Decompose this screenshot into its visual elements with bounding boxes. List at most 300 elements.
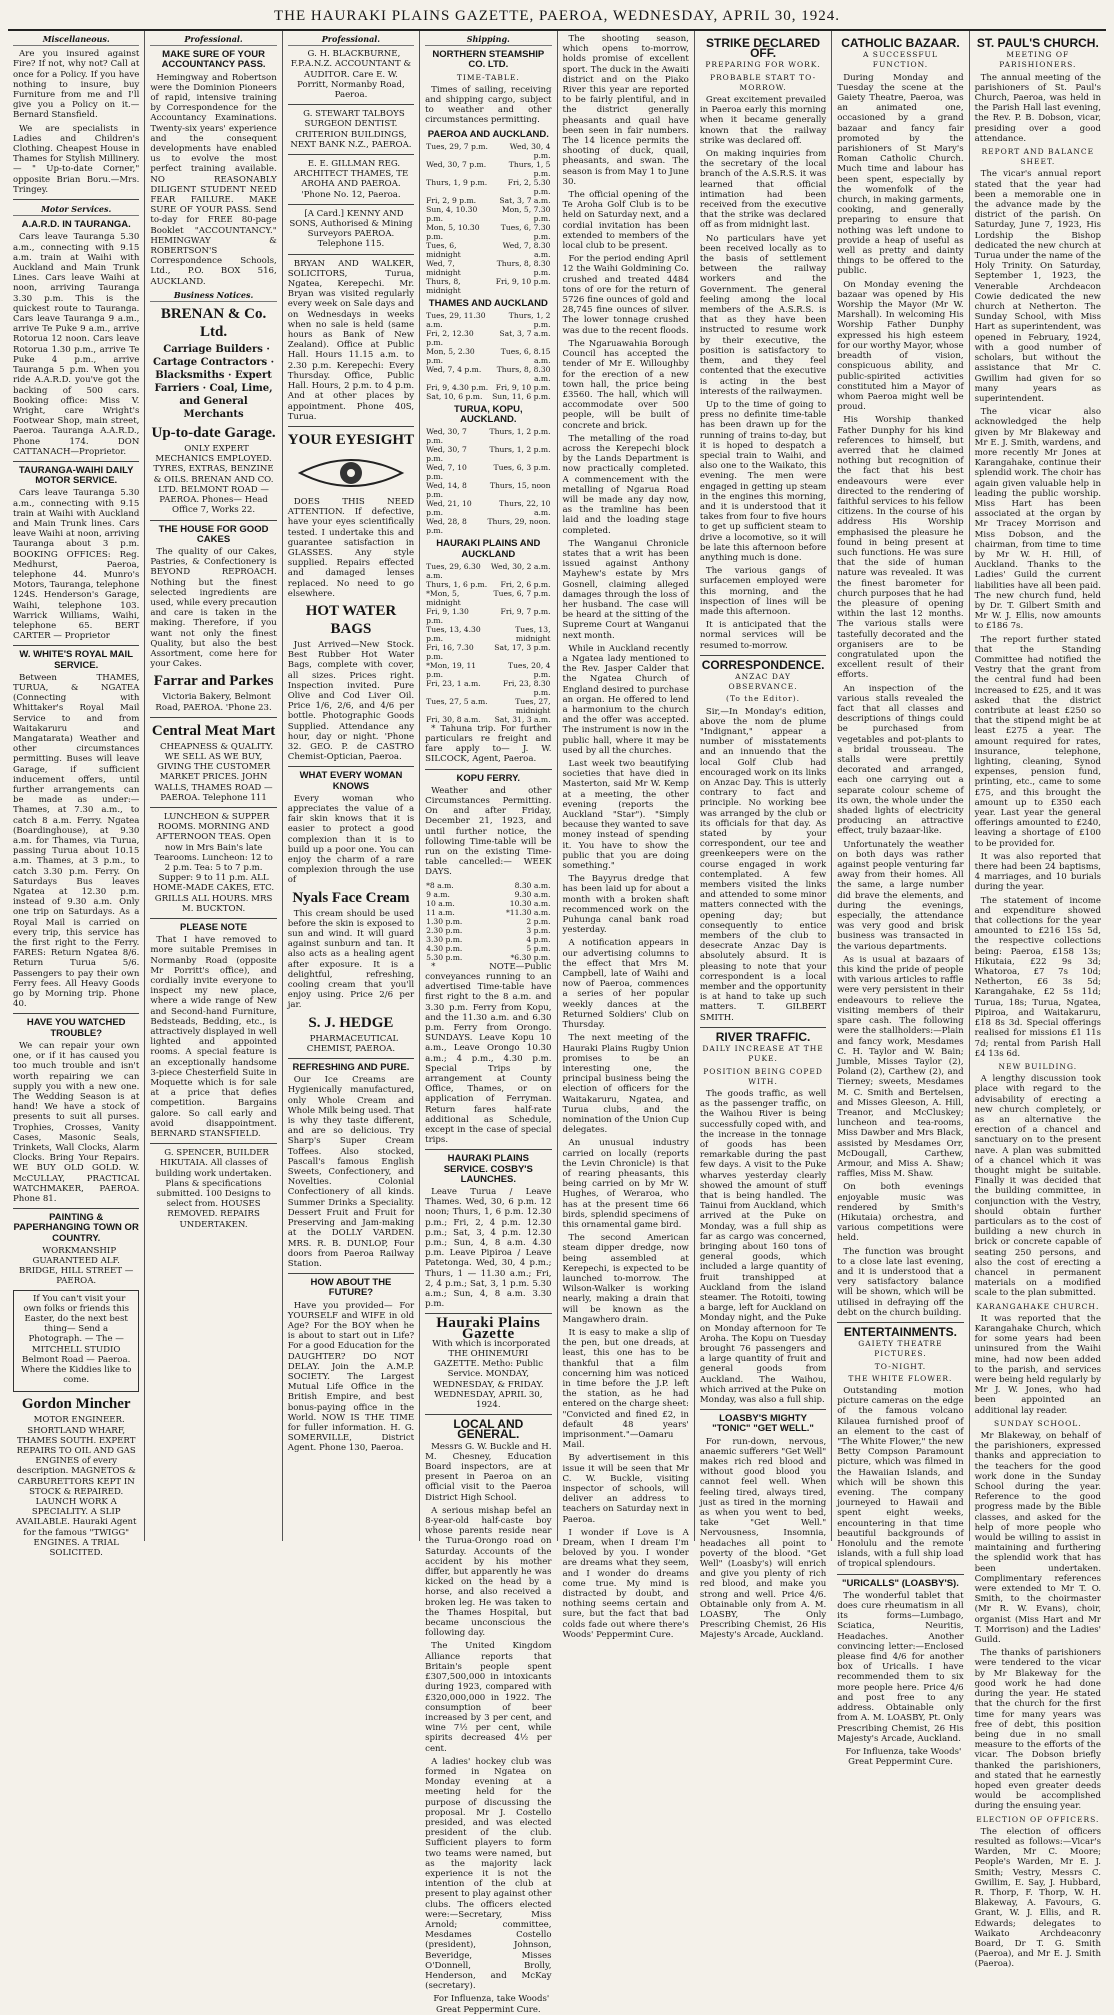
timetable-row bbox=[425, 926, 551, 935]
timetable-cell: Thurs, 22, 10 a.m. bbox=[499, 499, 551, 518]
timetable-cell: Thurs, 1, 2 p.m. bbox=[489, 427, 551, 437]
article-paragraph: It was also reported that there had been 24 baptisms, 4 marriages, and 10 burials during the year. bbox=[974, 851, 1101, 893]
timetable-cell: Thurs, 1, 2 p.m. bbox=[489, 445, 551, 455]
article-paragraph: The shooting season, which opens to-morrow, holds promise of excellent sport. The duck in the Awaiti district and on the Piako River this year are reported to be fairly plentiful, and in the district generally pheasants and quail have been seen in fair numbers. The 14 licence permits the shooting of duck, quail, pheasants, and swan. The season is from May 1 to June 30. bbox=[562, 34, 689, 187]
ad-body: For run-down, nervous, anaemic sufferers "Get Well" makes rich red blood and without good blood you cannot feel well. When feeling tired, always tired, just as tired in the morning as when you went to bed, take "Get Well." Nervousness, Insomnia, headaches all point to poverty of the blood. "Get Well" (Loasby's) will enrich and give you plenty of rich red blood, and make you strong and well. Price 4/6. Obtainable only from A. M. LOASBY, The Only Prescribing Chemist, 26 His Majesty's Arcade, Auckland. bbox=[699, 1436, 827, 1641]
timetable-cell: Fri, 2, 9 p.m. bbox=[426, 195, 477, 205]
timetable-row bbox=[425, 365, 551, 383]
timetable-row bbox=[425, 517, 551, 535]
ad-title: HAVE YOU WATCHED TROUBLE? bbox=[26, 1017, 126, 1039]
ad-title: S. J. HEDGE bbox=[308, 1014, 394, 1031]
ad-title: LOASBY'S MIGHTY "TONIC" "GET WELL." bbox=[712, 1413, 814, 1435]
gazette-subtitle: With which is incorporated THE OHINEMURI GAZETTE. Metho: Public Service. MONDAY, WEDNESDAY, & FRIDAY. WEDNESDAY, APRIL 30, 1924. bbox=[432, 1338, 551, 1411]
timetable-row bbox=[425, 329, 551, 347]
masthead: THE HAURAKI PLAINS GAZETTE, PAEROA, WEDNESDAY, APRIL 30, 1924. bbox=[8, 6, 1106, 31]
timetable-row bbox=[425, 944, 551, 953]
article-paragraph: The metalling of the road across the Kerepechi block by the Lands Department is now practically completed. A commencement with the metalling of Ngarua Road will be made any day now, as the tramline has been laid and the loading stage completed. bbox=[562, 433, 689, 536]
ad-title: "URICALLS" (LOASBY'S). bbox=[842, 1577, 959, 1589]
article-paragraph: Outstanding motion picture cameras on the edge of the famous volcano Kilauea furnished proof of an element to the cast of "The White Flower," the new Betty Compson Paramount picture, which was filmed in the Hawaiian Islands, and which will be shown this evening. The company journeyed to Hawaii and spent eight weeks, encountering in that time beautiful backgrounds of Honolulu and the remote islands, with a full ship load of tropical splendours. bbox=[837, 1386, 964, 1570]
timetable-cell: Tues, 6, 7 p.m. bbox=[493, 588, 551, 598]
timetable-title: HAURAKI PLAINS AND AUCKLAND bbox=[436, 538, 541, 560]
timetable-cell: Tues, 13, midnight bbox=[515, 624, 551, 643]
ad-title: PAINTING & PAPERHANGING TOWN OR COUNTRY. bbox=[13, 1212, 139, 1244]
ad-title: MAKE SURE OF YOUR ACCOUNTANCY PASS. bbox=[161, 49, 266, 71]
timetable-cell: Wed, 7, midnight bbox=[426, 258, 461, 277]
timetable-cell: Thurs, 1, 9 p.m. bbox=[426, 177, 488, 187]
timetable-row bbox=[425, 589, 551, 607]
timetable-cell: Sat, 3, 7 a.m. bbox=[499, 329, 551, 339]
timetable-cell: 11 a.m. bbox=[426, 907, 455, 917]
ad-box bbox=[13, 1290, 139, 1393]
ad-title: Central Meat Mart bbox=[151, 722, 276, 739]
ad-body: * Tahuna trip. For further particulars re freight and fare apply to— J. W. SILCOCK, Agent, Paeroa. bbox=[425, 723, 552, 765]
ad-title: Nyals Face Cream bbox=[292, 889, 410, 906]
divider bbox=[13, 645, 139, 646]
article-paragraph: During Monday and Tuesday the scene at the Gaiety Theatre, Paeroa, was an animated one, occasioned by a grand bazaar and fancy fair promoted by the parishioners of St Mary's Roman Catholic Church. Much time and labour has been spent, especially by the womenfolk of the church, in making garments, cooking, and generally preparing to ensure that nothing was left undone to provide a heap of useful as well as pretty and dainty things to be offered to the public. bbox=[837, 72, 964, 277]
timetable-cell: Tues, 29, 11.30 a.m. bbox=[426, 311, 486, 330]
timetable-cell: Wed, 7, 4 p.m. bbox=[426, 365, 482, 375]
divider bbox=[13, 199, 139, 200]
timetable-cell: Thurs, 8, 8.30 a.m. bbox=[496, 365, 551, 384]
article-paragraph: By advertisement in this issue it will be seen that Mr C. W. Buckle, visiting inspector of schools, will deliver an address to teachers on Saturday next in Paeroa. bbox=[562, 1453, 689, 1525]
ad-body: Every woman who appreciates the value of a fair skin knows that it is easier to protect a good complexion than it is to build up a poor one. You can enjoy the charm of a rare complexion through the use of bbox=[287, 793, 415, 886]
timetable-row bbox=[425, 223, 551, 241]
ad-body: Victoria Bakery, Belmont Road, PAEROA. 'Phone 23. bbox=[155, 692, 272, 713]
timetable-cell: Fri, 23, 8.30 p.m. bbox=[502, 678, 551, 697]
article-paragraph: On both evenings enjoyable music was rendered by Smith's (Hikutaia) orchestra, and various competitions were held. bbox=[837, 1182, 964, 1244]
timetable-cell: Sat, 17, 3 p.m. bbox=[494, 642, 551, 652]
ad-body: G. H. BLACKBURNE, F.P.A.N.Z. ACCOUNTANT & AUDITOR. Care E. W. Porritt, Normanby Road, Paeroa. bbox=[290, 49, 412, 101]
timetable-cell: 3.30 p.m. bbox=[426, 934, 463, 944]
divider bbox=[288, 104, 414, 105]
timetable-cell: Wed, 7, 10 p.m. bbox=[426, 463, 467, 482]
divider bbox=[288, 254, 414, 255]
ad-subtitle: TIME-TABLE. bbox=[456, 72, 520, 82]
ad-body: WORKMANSHIP GUARANTEED ALF. BRIDGE, HILL STREET — PAEROA. bbox=[18, 1245, 134, 1287]
ad-body: * NOTE—Public conveyances running to an advertised Time-table have first right to the 8 a.m. and 3.30 p.m. Ferry from Kopu, and the 11.30 a.m. and 6.30 p.m. Ferry from Orongo. SUNDAYS. Leave Kopu 10 a.m., Leave Orongo 10.30 a.m.; 4 p.m., 4.30 p.m. Special Trips by arrangement at County Office, Thames, or on application of Ferryman. Return fares half-rate additional as Schedule, except in the case of special trips. bbox=[425, 961, 552, 1146]
timetable-row bbox=[425, 499, 551, 517]
timetable-row bbox=[425, 715, 551, 724]
article-paragraph: The report further stated that the Standing Committee had notified the Vestry that the grant from the central fund had been increased to £25, and it was asked that the district contribute at least £250 so that the stipend might be at least £275 a year. The amount required for rates, insurance, telephone, lighting, cleaning, Synod expenses, pension fund, printing, etc., came to some £75, and this brought the amount up to £350 each year. Last year the general offerings amounted to £240, leaving a shortage of £100 to be provided for. bbox=[974, 634, 1101, 849]
timetable-row bbox=[425, 481, 551, 499]
divider bbox=[425, 1149, 551, 1150]
timetable-cell: Fri, 9, 10 p.m. bbox=[495, 383, 551, 393]
ad-title: Gordon Mincher bbox=[21, 1396, 131, 1413]
ad-clothing: We are specialists in Ladies and Children's Clothing. Cheapest House in Thames for Stylish Millinery. — " Up-to-date Corner," opposite Brian Boru.—Mrs. Tringey. bbox=[13, 123, 140, 195]
article-paragraph: A notification appears in our advertising columns to the effect that Mrs M. Campbell, late of Waihi and now of Paeroa, commences a series of her popular weekly dances at the Returned Soldiers' Club on Thursday. bbox=[562, 938, 689, 1031]
ad-body: BRYAN AND WALKER, SOLICITORS, Turua, Ngatea, Kerepechi. Mr. Bryan was visited regularly every week on Sale days and on Wednesdays in weeks when no sale is held (same hours as Bank of New Zealand). Office at Public Hall. Hours 11.15 a.m. to 2.30 p.m. Kerepechi: Every Thursday. Office, Public Hall. Hours, 2 p.m. to 4 p.m. And at other places by appointment. Phone 40S, Turua. bbox=[287, 258, 415, 422]
article-paragraph: It was reported that the Karangahake Church, which for some years had been uninsured from the Waihi mine, had now been added to the parish, and services were being held regularly by Mr J. W. Jones, who had been appointed an additional lay reader. bbox=[974, 1313, 1101, 1416]
timetable-row bbox=[425, 625, 551, 643]
timetable-row bbox=[425, 427, 551, 445]
timetable-cell: Tues, 6, midnight bbox=[426, 240, 461, 259]
timetable-cell: Fri, 2, 5.30 p.m. bbox=[507, 177, 551, 196]
timetable-cell: Fri, 23, 1 a.m. bbox=[426, 678, 481, 688]
article-subheading: MEETING OF PARISHIONERS. bbox=[999, 50, 1077, 70]
divider bbox=[288, 1058, 414, 1059]
ad-body: Leave Turua / Leave Thames. Wed, 30, 6 p.m. 12 noon; Thurs, 1, 6 p.m. 12.30 p.m.; Fri, 2, 4 p.m. 12.30 p.m.; Sat, 3, 4 p.m. 12.30 p.m.; Sun, 4, 8 a.m. 4.30 p.m. Leave Pipiroa / Leave Patetonga. Wed, 30, 4 p.m.; Thurs, 1 — 11.30 a.m.; Fri, 2, 4 p.m.; Sat, 3, 1 p.m. 5.30 a.m.; Sun, 4, 8 a.m. 3.30 p.m. bbox=[425, 1186, 552, 1310]
divider bbox=[700, 1027, 826, 1028]
ad-title: PLEASE NOTE bbox=[180, 922, 248, 933]
section-heading: Miscellaneous. bbox=[13, 34, 139, 46]
article-paragraph: The thanks of parishioners were tendered to the vicar by Mr Blakeway for the good work he had done during the year. He stated that the church for the first time for many years was free of debt, this position being due in no small measure to the efforts of the vicar. The Dobson briefly thanked the parishioners, and stated that he earnestly hoped even greater deeds would be accomplished during the ensuing year. bbox=[974, 1648, 1101, 1812]
column-1 bbox=[8, 31, 145, 1559]
timetable bbox=[425, 881, 551, 962]
timetable-title: PAEROA AND AUCKLAND. bbox=[427, 128, 549, 140]
ad-body: If You can't visit your own folks or friends this Easter, do the next best thing— Send a Photograph. — The — MITCHELL STUDIO Belmont Road — Paeroa. Where the Kiddies like to come. bbox=[20, 1293, 132, 1386]
timetable-row bbox=[425, 908, 551, 917]
timetable-cell: 10 a.m. bbox=[426, 898, 455, 908]
divider bbox=[13, 1208, 139, 1209]
timetable-cell: *11.30 a.m. bbox=[505, 907, 551, 917]
timetable-cell: Wed, 30, 4 p.m. bbox=[509, 141, 551, 160]
timetable-cell: Thurs, 8, midnight bbox=[426, 276, 461, 295]
ad-body: PHARMACEUTICAL CHEMIST, PAEROA. bbox=[306, 1033, 399, 1054]
ad-title: Farrar and Parkes bbox=[153, 673, 274, 690]
ad-body: CHEAPNESS & QUALITY. WE SELL AS WE BUY, GIVING THE CUSTOMER MARKET PRICES. JOHN WALLS, THAMES ROAD — PAEROA. Telephone 111 bbox=[154, 741, 274, 803]
timetable-row bbox=[425, 607, 551, 625]
ad-body: Our Ice Creams are Hygienically manufactured, only Whole Cream and Whole Milk being used. That is why they taste different, and are so delicious. Try Sharp's Super Cream Toffees. Also stocked, Pascall's famous English Sweets, Confectionery, and Novelties. Colonial Confectionery of all kinds. Summer Drinks a Speciality. Dessert Fruit and Fruit for Preserving and Jam-making at the DOLLY VARDEN. MRS. R. B. DUNLOP, Four doors from Paeroa Railway Station. bbox=[287, 1075, 415, 1269]
article-paragraph: The United Kingdom Alliance reports that Britain's people spent £307,500,000 in intoxicants during 1923, compared with £320,000,000 in 1922. The consumption of beer increased by 3 per cent, and wine 7½ per cent, while spirits decreased 4½ per cent. bbox=[425, 1641, 552, 1754]
timetable-cell: Thurs, 8, 8.30 p.m. bbox=[496, 258, 551, 277]
gazette-nameplate: Hauraki Plains Gazette bbox=[436, 1315, 541, 1342]
timetable-cell: 1.30 p.m. bbox=[426, 916, 463, 926]
divider bbox=[837, 1322, 963, 1323]
timetable-cell: Mon, 5, 2.30 p.m. bbox=[426, 347, 475, 366]
ad-body: We can repair your own one, or if it has caused you too much trouble and isn't worth repairing we can supply you with a new one. The Wedding Season is at hand! We have a stock of presents to suit all purses. Trophies, Crosses, Vanity Cases, Masonic Seals, Trinkets, Wall Clocks, Alarm Clocks. Bring Your Repairs. WE BUY OLD GOLD. W. McCULLAY, PRACTICAL WATCHMAKER, PAEROA. Phone 81. bbox=[13, 1040, 140, 1204]
divider bbox=[150, 717, 276, 718]
timetable-row bbox=[425, 259, 551, 277]
timetable-cell: Tues, 29, 7 p.m. bbox=[426, 141, 488, 151]
section-heading: Professional. bbox=[150, 34, 276, 46]
timetable-cell: Thurs, 1, 6 p.m. bbox=[426, 579, 488, 589]
eye-icon bbox=[296, 453, 406, 493]
divider bbox=[700, 1409, 826, 1410]
timetable-cell: *Mon, 5, midnight bbox=[426, 588, 461, 607]
ad-body: For Influenza, take Woods' Great Peppermint Cure. bbox=[433, 1994, 550, 2015]
article-subheading: THE WHITE FLOWER. bbox=[848, 1373, 953, 1383]
divider bbox=[150, 918, 276, 919]
article-paragraph: His Worship thanked Father Dunphy for his kind references to himself, but averred that he claimed nothing but recognition of the fact that his best endeavours were ever directed to the rendering of faithful services to his fellow citizens. In the course of his address His Worship emphasised the pleasure he found in being present at such functions. He was sure that the side of human nature was revealed. It was the finest barometer for church purposes that he had the pleasure of opening within the last 12 months. The various stalls were tastefully decorated and the organisers are to be congratulated upon the excellent result of their efforts. bbox=[837, 415, 964, 681]
timetable-cell: Tues, 6, 3 p.m. bbox=[493, 463, 551, 473]
timetable-cell: Fri, 2, 6 p.m. bbox=[500, 579, 551, 589]
article-paragraph: An unusual industry carried on locally (reports the Levin Chronicle) is that of rearing pheasants, this being carried on by Mr W. Hughes, of Weraroa, who has at the present time 66 birds, splendid specimens of this ornamental game bird. bbox=[562, 1138, 689, 1230]
article-heading: RIVER TRAFFIC. bbox=[715, 1029, 811, 1044]
ad-body: Cars leave Tauranga 5.30 a.m., connecting with 9.15 a.m. train at Waihi with Auckland and Main Trunk Lines. Cars leave Waihi at noon, arriving Tauranga 3.30 p.m. This is the quickest route to Tauranga. Cars leave Tauranga 9 a.m., arrive Te Puke 9 a.m., arrive Rotorua 12 noon. Cars leave Rotorua 1.30 p.m., arrive Te Puke 4 p.m., arrive Tauranga 5 p.m. When you ride A.A.R.D. you've got the backing of 500 cars. Booking office: Miss V. Wright, care Wright's Footwear Shop, main street, Paeroa. Tauranga A.A.R.D., Phone 174. DON CATTANACH—Proprietor. bbox=[13, 232, 140, 457]
ad-title: HOT WATER BAGS bbox=[305, 602, 397, 637]
timetable-cell: Wed, 7, 8.30 a.m. bbox=[502, 240, 551, 259]
ad-body: Between THAMES, TURUA, & NGATEA (Connecting with Whittaker's Royal Mail Service to and from Waitakaruru and Mangatarata) Weather and other circumstances permitting. Buses will leave Garage, if sufficient inducement offers, until further arrangements can be made as under:— Thames, at 7.30 a.m., to catch 8 a.m. Ferry. Ngatea (Boardinghouse), at 9.30 a.m. for Thames, via Turua, passing Turua about 10.15 a.m. Thames, at 3 p.m., to catch 3.30 p.m. Ferry. On Saturdays Bus leaves Ngatea at 12.30 p.m. instead of 9.30 a.m. Only one trip on Saturdays. As a Royal Mail is carried on every trip, this service has the first right to the Ferry. FARES: Return Ngatea 8/6. Return Turua 5/6. Passengers to pay their own Ferry fees. All Heavy Goods go by Morning trip. Phone 40. bbox=[13, 672, 140, 1010]
ad-title: THE HOUSE FOR GOOD CAKES bbox=[158, 523, 269, 545]
timetable-cell: 4.30 p.m. bbox=[426, 943, 463, 953]
timetable-cell: Fri, 2, 12.30 p.m. bbox=[426, 329, 474, 348]
timetable-row bbox=[425, 935, 551, 944]
ad-body: Just Arrived—New Stock. Best Rubber Hot Water Bags, complete with cover, all sizes. Prices right. Inspection invited. Pure Olive and Cod Liver Oil. Price 1/6, 2/6, and 4/6 per bottle. Photographic Goods Supplied. Attendance any hour, day or night. 'Phone 32. GEO. P. de CASTRO Chemist-Optician, Paeroa. bbox=[287, 639, 415, 763]
ad-body: E. E. GILLMAN REG. ARCHITECT THAMES, TE AROHA AND PAEROA. 'Phone No. 12, Paeroa. bbox=[293, 159, 409, 200]
timetable-cell: Wed, 21, 10 p.m. bbox=[426, 499, 472, 518]
article-subheading: ANZAC DAY OBSERVANCE. bbox=[728, 671, 798, 692]
article-paragraph: As is usual at bazaars of this kind the pride of people with various articles to raffle were very persistent in their endeavours to relieve the visiting members of their spare cash. The following were the stallholders:—Plain and fancy work, Mesdames C. H. Taylor and W. Bain; Jumble, Misses Taylor (2), Poland (2), Carthew (2), and Tierney; sweets, Mesdames M. C. Smith and Bertelsen, and Misses Gleeson, A. Hill, Treanor, and McCluskey; luncheon and tea-rooms, Miss Dawber and Mrs Black, assisted by Mesdames Orr, McDougall, Carthew, Armour, and Miss A. Shaw; raffles, Miss M. Shaw. bbox=[837, 954, 964, 1180]
ad-title: HOW ABOUT THE FUTURE? bbox=[310, 1277, 392, 1299]
article-paragraph: While in Auckland recently a Ngatea lady mentioned to the Rev. Jasper Calder that the Ngatea Church of England desired to purchase an organ. He offered to lend a harmonium to the church and the offer was accepted. The instrument is now in the public hall, where it may be used by all the churches. bbox=[562, 643, 689, 756]
timetable bbox=[425, 142, 551, 295]
timetable-cell: 3 p.m. bbox=[526, 925, 551, 935]
timetable-row bbox=[425, 383, 551, 392]
timetable-cell: 9 a.m. bbox=[426, 889, 450, 899]
timetable-cell: Tues, 29, 6.30 a.m. bbox=[426, 561, 481, 580]
timetable-cell: Sat, 10, 6 p.m. bbox=[426, 392, 483, 402]
article-paragraph: The next meeting of the Hauraki Plains Rugby Union promises to be an interesting one, the principal business being the election of officers for the Waitakaruru, Ngatea, and Turua clubs, and the nomination of the Union Cup delegates. bbox=[562, 1033, 689, 1136]
timetable-cell: Fri, 30, 8 a.m. bbox=[426, 714, 481, 724]
timetable-cell: *Mon, 19, 11 p.m. bbox=[426, 660, 477, 679]
timetable-title: TURUA, KOPU, AUCKLAND. bbox=[454, 404, 523, 426]
timetable-cell: Tues, 6, 7.30 p.m. bbox=[500, 222, 551, 241]
ad-body: Carriage Builders · Cartage Contractors · Blacksmiths · Expert Farriers · Coal, Lime, and General Merchants bbox=[152, 344, 275, 421]
ad-body: Weather and other Circumstances Permitting. On and after Friday, December 21, 1923, and until further notice, the following Time-table will be run on the existing Time-table cancelled:— WEEK DAYS. bbox=[425, 785, 552, 878]
timetable bbox=[425, 562, 551, 724]
article-subheading: ELECTION OF OFFICERS. bbox=[976, 1814, 1100, 1824]
divider bbox=[150, 1143, 276, 1144]
timetable-row bbox=[425, 178, 551, 196]
ad-title: HAURAKI PLAINS SERVICE. COSBY'S LAUNCHES. bbox=[443, 1153, 533, 1185]
ad-body: For Influenza, take Woods' Great Peppermint Cure. bbox=[845, 1746, 962, 1768]
divider bbox=[150, 807, 276, 808]
timetable-cell: Mon, 5, 7.30 p.m. bbox=[501, 204, 551, 223]
section-heading: Motor Services. bbox=[13, 204, 139, 216]
timetable bbox=[425, 427, 551, 535]
divider bbox=[150, 520, 276, 521]
article-heading: CORRESPONDENCE. bbox=[701, 657, 825, 672]
timetable-cell: 10.30 a.m. bbox=[509, 898, 551, 908]
ad-body: MOTOR ENGINEER. SHORTLAND WHARF, THAMES SOUTH. EXPERT REPAIRS TO OIL AND GAS ENGINES of every description. MAGNETOS & CARBURETTORS KEPT IN STOCK & REPAIRED. LAUNCH WORK A SPECIALITY. A SLIP AVAILABLE. Hauraki Agent for the famous "TWIGG" ENGINES. A TRIAL SOLICITED. bbox=[15, 1415, 137, 1559]
section-heading: Shipping. bbox=[425, 34, 551, 46]
divider bbox=[288, 766, 414, 767]
timetable-row bbox=[425, 196, 551, 205]
section-heading: Professional. bbox=[288, 34, 414, 46]
timetable-cell: Wed, 30, 7 p.m. bbox=[426, 159, 487, 169]
timetable-row bbox=[425, 205, 551, 223]
timetable-row bbox=[425, 899, 551, 908]
timetable-row bbox=[425, 347, 551, 365]
article-paragraph: Sir,—In Monday's edition, above the nom de plume "Indignant," appear a number of misstatements and an innuendo that the local Golf Club had encouraged work on its links on Anzac Day. This is utterly contrary to fact and principle. No working bee was arranged by the club or its officials for that day. As stated by your correspondent, our tee and greenkeepers were on the course engaged in work contemplated. A few members visited the links and attended to some minor matters connected with the opening day; but consequently to entice members of the club to desecrate Anzac Day is absolutely absurd. It is pleasing to note that your correspondent is a local member and the opportunity is at hand to take up such matters. T. GILBERT SMITH. bbox=[699, 706, 827, 1023]
eye-illustration bbox=[288, 453, 414, 493]
article-paragraph: The various gangs of surfacemen employed were this morning, and the inspection of lines will be made this afternoon. bbox=[699, 566, 827, 617]
timetable-row bbox=[425, 392, 551, 401]
article-paragraph: Last week two beautifying societies that have died in Masterton, said Mr W. Kemp at a meeting, the other evening (reports the Auckland "Star"). "Simply because they wanted to save money instead of spending it. You have to show the public that you are doing something." bbox=[562, 759, 689, 872]
timetable-row bbox=[425, 697, 551, 715]
timetable-cell: 2.30 p.m. bbox=[426, 925, 463, 935]
ad-title: Up-to-date Garage. bbox=[151, 425, 276, 442]
ad-title: REFRESHING AND PURE. bbox=[292, 1062, 410, 1074]
section-heading: Business Notices. bbox=[150, 290, 276, 302]
divider bbox=[13, 461, 139, 462]
timetable-cell: Wed, 28, 8 p.m. bbox=[426, 517, 467, 536]
ad-body: Have you provided— For YOURSELF and WIFE in old Age? For the BOY when he is about to start out in Life? For a good Education for the DAUGHTER? DO NOT DELAY. Join the A.M.P. SOCIETY. The Largest Mutual Life Office in the British Empire, and best bonus-paying office in the World. NOW IS THE TIME for fuller information. H. G. SOMERVILLE, District Agent. Phone 130, Paeroa. bbox=[287, 1300, 415, 1454]
timetable-cell: Fri, 9, 7 p.m. bbox=[500, 606, 551, 616]
timetable-cell: Thurs, 15, noon bbox=[489, 481, 551, 491]
ad-body: That I have removed to more suitable Premises in Normanby Road (opposite Mr Porritt's office), and cordially invite everyone to inspect my new place, where a wide range of New and Second-hand Furniture, Bedsteads, Bedding, etc., is attractively displayed in well lighted and appointed rooms. A special feature is an exceptionally handsome 3-piece Chesterfield Suite in Moquette which is for sale at a price that defies competition. Bargains galore. So call early and avoid disappointment. BERNARD STANSFIELD. bbox=[150, 935, 277, 1140]
article-paragraph: Unfortunately the weather on both days was rather against people venturing far away from their homes. All the same, a large number did brave the elements, and during the evenings, especially, the attendance was very good and brisk business was transacted in the various departments. bbox=[837, 839, 964, 952]
timetable-cell: Tues, 20, 4 p.m. bbox=[508, 660, 551, 679]
timetable-cell: Sun, 11, 6 p.m. bbox=[492, 392, 551, 402]
column-5 bbox=[558, 31, 695, 1640]
column-3 bbox=[283, 31, 420, 1541]
timetable-row bbox=[425, 890, 551, 899]
article-paragraph: The vicar also acknowledged the help given by Mr Blakeway and Mr E. J. Smith, wardens, and more recently Mr Jones at Karangahake, continue their splendid work. The choir has again given valuable help in leading the public worship. Miss Hart has been associated at the organ by Mr Tracey Morrison and Miss Dobson, and the chairman, from time to time by Mr W. H. Hill, of Auckland. Thanks to the Ladies' Guild the current liabilities have all been paid. The new church fund, held by Dr. T. Gilbert Smith and Mr W. J. Ellis, now amounts to £186 7s. bbox=[974, 407, 1101, 632]
article-paragraph: The goods traffic, as well as the passenger traffic, on the Waihou River is being successfully coped with, and the increase in the tonnage of goods has been remarkable during the past few days. A visit to the Puke wharves yesterday clearly showed the amount of stuff that is being handled. The Tainui from Auckland, which arrived at the Puke on Monday, was a full ship as far as cargo was concerned, bringing about 160 tons of general goods, which included a large quantity of fruit transhipped at Auckland from the island steamer. The Rotoiti, towing a barge, left for Auckland on Monday night, and the Puke on Monday afternoon for Te Aroha. The Kopu on Tuesday brought 76 passengers and a large quantity of fruit and general goods from Auckland. The Waihou, which arrived at the Puke on Monday, was also a full ship. bbox=[699, 1088, 827, 1405]
ad-insurance: Are you insured against Fire? If not, why not? Call at once for a Policy. If you have nothing to insure, buy Furniture from me and I'll give you a Policy on it.—Bernard Stansfield. bbox=[13, 49, 140, 121]
timetable-cell: Mon, 5, 10.30 p.m. bbox=[426, 222, 480, 241]
ad-body: Cars leave Tauranga 5.30 a.m., connecting with 9.15 train at Waihi with Auckland and Main Trunk lines. Cars leave Waihi at noon, arriving Tauranga about 3 p.m. BOOKING OFFICES: Reg. Medhurst, Paeroa, telephone 44. Munro's Motors, Tauranga, telephone 124S. Henderson's Garage, Waihi, telephone 103. Warrick Williams, Waihi, telephone 65. BERT CARTER — Proprietor bbox=[13, 488, 140, 642]
article-paragraph: The Bayyrus dredge that has been laid up for about a month with a broken shaft recommenced work on the Puhunga canal bank road yesterday. bbox=[562, 874, 689, 936]
divider bbox=[700, 655, 826, 656]
ad-body: Hemingway and Robertson were the Dominion Pioneers of rapid, intensive training by Correspondence for the Accountancy Examinations. Twenty-six years' experience and the consequent developments have enabled us to evolve the most perfect training available. NO REASONABLY DILIGENT STUDENT NEED FEAR FAILURE. MAKE SURE OF YOUR PASS. Send to-day for FREE 80-page Booklet "ACCOUNTANCY." HEMINGWAY & ROBERTSON'S Correspondence Schools, Ltd., P.O. BOX 516, AUCKLAND. bbox=[150, 72, 277, 287]
timetable-cell: *8 a.m. bbox=[426, 880, 454, 890]
ad-body: The quality of our Cakes, Pastries, & Confectionery is BEYOND REPROACH. Nothing but the finest selected ingredients are used, while every precaution and care is taken in the making. Therefore, if you want not only the finest Quality, but also the best Assortment, come here for your Cakes. bbox=[150, 546, 277, 670]
ad-title: A.A.R.D. IN TAURANGA. bbox=[21, 219, 131, 231]
article-paragraph: The statement of income and expenditure showed that collections for the year amounted to £216 15s 5d, the respective collections being: Paeroa, £158 13s; Hikutaia, £22 9s 3d; Whatoroa, £7 7s 10d; Netherton, £6 3s 5d; Karangahake, £2 5s 11d; Turua, 18s; Turua, Ngatea, Pipiroa, and Waitakaruru, £18 8s 3d. Special offerings realised for missions £1 11s 7d; rental from Parish Hall £4 13s 6d. bbox=[974, 895, 1101, 1059]
ad-title: W. WHITE'S ROYAL MAIL SERVICE. bbox=[19, 649, 133, 671]
timetable-cell: Fri, 9, 1.30 p.m. bbox=[426, 606, 469, 625]
article-paragraph: An inspection of the various stalls revealed the fact that all classes and descriptions of things could be purchased from vegetables and pot-plants to a bridal trousseau. The stalls were prettily decorated and arranged, each one carrying out a separate colour scheme of its own, the whole under the shaded lights of electricity producing an attractive effect, truly bazaar-like. bbox=[837, 683, 964, 837]
article-paragraph: Great excitement prevailed in Paeroa early this morning when it became generally known that the railway strike was declared off. bbox=[699, 95, 827, 146]
timetable-cell: Tues, 6, 8.15 a.m. bbox=[500, 347, 551, 366]
article-subheading: GAIETY THEATRE PICTURES. bbox=[858, 1339, 943, 1359]
article-heading: CATHOLIC BAZAAR. bbox=[841, 36, 960, 50]
article-subheading: PREPARING FOR WORK. bbox=[705, 60, 821, 70]
timetable-row bbox=[425, 661, 551, 679]
article-heading: LOCAL AND GENERAL. bbox=[453, 1417, 524, 1442]
divider bbox=[425, 769, 551, 770]
column-2 bbox=[145, 31, 282, 1541]
timetable-cell: Sun, 4, 10.30 p.m. bbox=[426, 204, 478, 223]
article-paragraph: It is easy to make a slip of the pen, but one dreads, at least, this one has to be thankful that a film concerning him was noticed in time before the J.P. left the station, as he had entered on the charge sheet: "Convicted and fined £2, in default 48 years' imprisonment."—Oamaru Mail. bbox=[562, 1327, 689, 1451]
ad-body: DOES THIS NEED ATTENTION. If defective, have your eyes scientifically tested. I undertake this and guarantee satisfaction in GLASSES. Any style supplied. Repairs effected and damaged lenses replaced. No need to go elsewhere. bbox=[287, 496, 415, 599]
article-paragraph: The annual meeting of the parishioners of St. Paul's Church, Paeroa, was held in the Parish Hall last evening, the Rev. P. B. Dobson, vicar, presiding over a good attendance. bbox=[974, 72, 1101, 144]
divider bbox=[837, 1574, 963, 1575]
ad-body: Times of sailing, receiving and shipping cargo, subject to weather and other circumstances permitting. bbox=[425, 84, 552, 126]
article-paragraph: For the period ending April 12 the Waihi Goldmining Co. crushed and treated 4484 tons of ore for the return of 5726 fine ounces of gold and 28,745 fine ounces of silver. The lower tonnage crushed was due to the recent floods. bbox=[562, 254, 689, 336]
column-8 bbox=[970, 31, 1106, 1970]
timetable-cell: 5.30 p.m. bbox=[426, 952, 463, 962]
ad-body: ONLY EXPERT MECHANICS EMPLOYED. TYRES, EXTRAS, BENZINE & OILS. BRENAN AND CO. LTD. BELMONT ROAD — PAEROA. Phones— Head Office 7, Works 22. bbox=[153, 444, 274, 516]
timetable-title: THAMES AND AUCKLAND bbox=[428, 297, 548, 309]
article-paragraph: On making inquiries from the secretary of the local branch of the A.S.R.S. it was learned that official intimation had been received from the executive that the strike was declared off as from midnight last. bbox=[699, 149, 827, 231]
timetable-cell: Wed, 14, 8 p.m. bbox=[426, 481, 467, 500]
article-paragraph: Up to the time of going to press no definite time-table has been drawn up for the running of trains to-day, but it is hoped to despatch a special train to Waihi, and also one to the Waikato, this evening. The men were engaged in getting up steam in the engines this morning, and it is understood that it takes from four to five hours to get up sufficient steam to drive a locomotive, so it will be late this afternoon before anything much is done. bbox=[699, 399, 827, 563]
timetable-cell: *6.30 p.m. bbox=[510, 952, 551, 962]
timetable-row bbox=[425, 142, 551, 160]
timetable-cell: 2 p.m. bbox=[526, 916, 551, 926]
article-paragraph: On Monday evening the bazaar was opened by His Worship the Mayor (Mr W. Marshall). In welcoming His Worship Father Dunphy expressed his high esteem for our worthy Mayor, whose breadth of vision, conspicuous ability, and public-spirited activities constituted him a Mayor of whom Paeroa might well be proud. bbox=[837, 279, 964, 413]
ad-title: NORTHERN STEAMSHIP CO. LTD. bbox=[432, 49, 545, 71]
timetable-cell: Fri, 16, 7.30 p.m. bbox=[426, 642, 474, 661]
article-paragraph: The second American steam dipper dredge, now being assembled at Kerepechi, is expected to be launched to-morrow. The Wilson-Walker is working nearly, making a drain that will be known as the Mangawhero drain. bbox=[562, 1233, 689, 1325]
ad-title: WHAT EVERY WOMAN KNOWS bbox=[299, 770, 403, 792]
article-paragraph: A ladies' hockey club was formed in Ngatea on Monday evening at a meeting held for the purpose of discussing the proposal. Mr J. Costello presided, and was elected president of the club. Sufficient players to form two teams were named, but as the majority lack experience it is not the intention of the club at present to play against other clubs. The officers elected were:—Secretary, Miss Arnold; committee, Mesdames Costello (president), Johnson, Beveridge, Misses O'Donnell, Brolly, Henderson, and McKay (secretary). bbox=[425, 1756, 552, 1992]
article-paragraph: A serious mishap befel an 8-year-old half-caste boy whose parents reside near the Turua-Orongo road on Saturday. Accounts of the accident by his mother differ, but apparently he was kicked on the head by a horse, and also received a broken leg. He was taken to the Thames Hospital, but became unconscious the following day. bbox=[425, 1505, 552, 1639]
timetable-row bbox=[425, 445, 551, 463]
article-paragraph: No particulars have yet been received locally as to the basis of settlement between the railway workers and the Government. The general feeling among the local members of the A.S.R.S. is that as they have been instructed to resume work by their executive, the position is satisfactory to them, and they feel contented that the executive is acting in the best interests of the railwaymen. bbox=[699, 233, 827, 397]
ad-body: G. STEWART TALBOYS SURGEON DENTIST. CRITERION BUILDINGS, NEXT BANK N.Z., PAEROA. bbox=[290, 109, 412, 150]
article-paragraph: The official opening of the Te Aroha Golf Club is to be held on Saturday next, and a cordial invitation has been extended to members of the local club to be present. bbox=[562, 190, 689, 252]
article-subheading: NEW BUILDING. bbox=[998, 1061, 1078, 1071]
article-subheading: REPORT AND BALANCE SHEET. bbox=[981, 147, 1095, 167]
timetable-cell: Sat, 3, 7 a.m. bbox=[499, 195, 551, 205]
timetable-cell: 8.30 a.m. bbox=[514, 880, 551, 890]
timetable bbox=[425, 311, 551, 401]
article-subheading: SUNDAY SCHOOL. bbox=[994, 1418, 1082, 1428]
column-6 bbox=[695, 31, 832, 1641]
ad-title: KOPU FERRY. bbox=[456, 772, 521, 784]
article-subheading: PROBABLE START TO-MORROW. bbox=[709, 72, 817, 92]
article-paragraph: The election of officers resulted as follows:—Vicar's Warden, Mr C. Moore; People's Warden, Mr E. J. Smith; Vestry, Messrs C. Gwillim, E. Say, J. Hubbard, R. Thorp, F. Thorp, W. H. Blakeway, A. Favours, G. Grant, W. J. Ellis, and R. Edwards; delegates to Waikato Archdeaconry Board, Dr T. G. Smith (Paeroa), and Mr E. J. Smith (Paeroa). bbox=[974, 1826, 1101, 1970]
timetable-row bbox=[425, 241, 551, 259]
timetable-cell: Fri, 9, 10 p.m. bbox=[495, 276, 551, 286]
timetable-row bbox=[425, 643, 551, 661]
ad-body: [A Card.] KENNY AND SONS, Authorised & Mining Surveyors PAEROA. Telephone 115. bbox=[289, 208, 413, 250]
article-heading: ST. PAUL'S CHURCH. bbox=[976, 36, 1099, 50]
column-7 bbox=[832, 31, 969, 1768]
article-paragraph: I wonder if Love is A Dream, when I dream I'm beloved by you. I wonder are dreams what they seem, and I wonder do dreams come true. My mind is distracted by doubt, and nothing seems certain and sure, but the fact that bad colds fade out where there's Woods' Peppermint Cure. bbox=[562, 1527, 689, 1640]
article-paragraph: A lengthy discussion took place with regard to the advisability of erecting a new church completely, or as an alternative the erection of a chancel and sanctuary on to the present nave. A plan was submitted of a chancel which it was thought might be suitable. Finally it was decided that the building committee, in conjunction with the Vestry, should obtain further particulars as to the cost of building a new church in brick or concrete capable of seating 250 persons, and also the cost of erecting a chancel in permanent materials on a modified scale to the plan submitted. bbox=[974, 1074, 1101, 1299]
ad-body: LUNCHEON & SUPPER ROOMS. MORNING AND AFTERNOON TEAS. Open now in Mrs Bain's late Tearooms. Luncheon: 12 to 2 p.m. Tea: 5 to 7 p.m. Supper: 9 to 11 p.m. ALL HOME-MADE CAKES, ETC. GRILLS ALL HOURS. MRS M. BUCKTON. bbox=[153, 811, 275, 914]
divider bbox=[425, 1313, 551, 1314]
timetable-cell: Wed, 30, 7 p.m. bbox=[426, 445, 467, 464]
ad-body: G. SPENCER, BUILDER HIKUTAIA. All classes of building work undertaken. Plans & specifications submitted. 100 Designs to select from. HOUSES REMOVED. REPAIRS UNDERTAKEN. bbox=[155, 1148, 272, 1230]
timetable-row bbox=[425, 917, 551, 926]
article-paragraph: Mr Blakeway, on behalf of the parishioners, expressed thanks and appreciation to the teachers for the good work done in the Sunday School during the year. Reference to the good progress made by the Bible classes, and asked for the help of more people who would be willing to assist in maintaining and furthering the splendid work that has been undertaken. Complimentary references were extended to Mr T. O. Smith, to the choirmaster (Mr R. W. Evans), choir, organist (Miss Hart and Mr T. Morrison) and the Ladies' Guild. bbox=[974, 1431, 1101, 1646]
divider bbox=[288, 1273, 414, 1274]
timetable-cell: Thurs, 1, 2 p.m. bbox=[508, 311, 551, 330]
timetable-row bbox=[425, 881, 551, 890]
timetable-row bbox=[425, 679, 551, 697]
article-heading: ENTERTAINMENTS. bbox=[843, 1324, 957, 1339]
article-subheading: DAILY INCREASE AT THE PUKE. bbox=[702, 1044, 824, 1064]
timetable-row bbox=[425, 580, 551, 589]
ad-body: This cream should be used before the skin is exposed to sun and wind. It will guard against sunburn and tan. It also acts as a healing agent after exposure. It is a delightful, refreshing, cooling cream that you'll enjoy using. Price 2/6 per jar. bbox=[287, 908, 415, 1011]
article-subheading: TO-NIGHT. bbox=[874, 1361, 927, 1371]
divider bbox=[288, 154, 414, 155]
timetable-cell: 5 p.m. bbox=[526, 943, 551, 953]
timetable-row bbox=[425, 953, 551, 962]
timetable-row bbox=[425, 277, 551, 295]
timetable-cell: Wed, 30, 7 p.m. bbox=[426, 427, 467, 446]
ad-title: YOUR EYESIGHT bbox=[287, 431, 415, 448]
article-heading: STRIKE DECLARED OFF. bbox=[706, 36, 821, 61]
timetable-cell: Thurs, 29, noon. bbox=[487, 517, 551, 527]
divider bbox=[288, 204, 414, 205]
article-paragraph: The Ngaruawahia Borough Council has accepted the tender of Mr E. Willoughby for the erection of a new town hall, the price being £3560. The hall, which will accommodate over 500 people, will be built of concrete and brick. bbox=[562, 338, 689, 431]
article-subheading: KARANGAHAKE CHURCH. bbox=[976, 1301, 1100, 1311]
timetable-cell: 4 p.m. bbox=[526, 934, 551, 944]
divider bbox=[288, 426, 414, 427]
article-paragraph: The vicar's annual report stated that the year had been a memorable one in the advance made by the district of the parish. On Saturday, June 7, 1923, His Lordship the Bishop dedicated the new church at Turua under the name of the Holy Trinity. On Saturday, September 1, 1923, the Venerable Archdeacon Cowie dedicated the new church at Netherton. The Sunday School, with Miss Hart as superintendent, was opened in February, 1924, with a good number of scholars, but without the assistance that Mr C. Gwillim had given for so many years as superintendent. bbox=[974, 169, 1101, 404]
timetable-cell: Thurs, 1, 5 p.m. bbox=[508, 159, 551, 178]
article-paragraph: The function was brought to a close late last evening, and it is understood that a very satisfactory balance will be shown, which will be utilised in defraying off the debt on the church building. bbox=[837, 1246, 964, 1318]
timetable-cell: Tues, 27, 5 a.m. bbox=[426, 696, 488, 706]
timetable-cell: Tues, 27, midnight bbox=[515, 696, 551, 715]
timetable-row bbox=[425, 562, 551, 580]
timetable-row bbox=[425, 311, 551, 329]
timetable-cell: Wed, 30, 2 a.m. bbox=[490, 561, 551, 571]
article-paragraph: The Wanganui Chronicle states that a writ has been issued against Anthony Mayhew's estate by Mrs Gosnell, claiming alleged damages through the loss of her husband. The case will be heard at the sitting of the Supreme Court at Wanganui next month. bbox=[562, 538, 689, 641]
timetable-cell: Tues, 13, 4.30 p.m. bbox=[426, 624, 481, 643]
article-subheading: POSITION BEING COPED WITH. bbox=[703, 1066, 823, 1086]
timetable-cell: Fri, 9, 4.30 p.m. bbox=[426, 383, 489, 393]
article-subheading: A SUCCESSFUL FUNCTION. bbox=[863, 50, 938, 70]
columns bbox=[8, 31, 1106, 2015]
